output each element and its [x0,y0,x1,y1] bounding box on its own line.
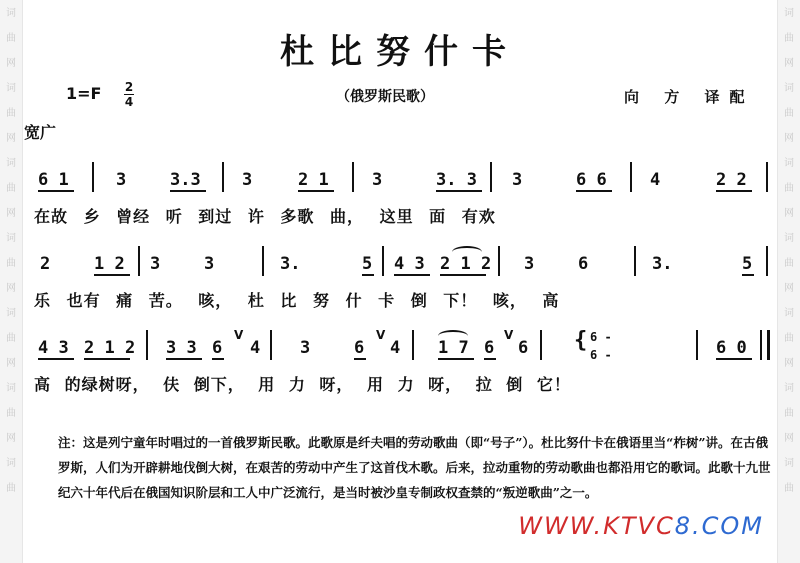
note-group: 3 [524,254,535,274]
beam [362,274,374,276]
tempo-marking: 宽广 [24,123,57,142]
lyric-line: 在故 乡 曾经 听 到过 许 多歌 曲， 这里 面 有欢 [34,207,496,226]
note-group: 3 [242,170,253,190]
side-char: 曲 [6,108,16,119]
watermark-part1: WWW.KTVC [518,512,675,540]
note-group: 5 [362,254,373,274]
song-origin: （俄罗斯民歌） [336,89,434,105]
side-char: 曲 [6,183,16,194]
side-char: 曲 [784,483,794,494]
side-char: 网 [6,133,16,144]
note-group: 1 2 [94,254,125,274]
note-group: 6 [484,338,495,358]
side-char: 网 [6,358,16,369]
side-char: 网 [6,208,16,219]
side-char: 词 [6,83,16,94]
lyric-line: 乐 也有 痛 苦。 咳， 杜 比 努 什 卡 倒 下！ 咳， 高 [34,291,560,310]
side-char: 词 [6,233,16,244]
beam [354,358,366,360]
side-char: 曲 [784,333,794,344]
side-char: 网 [784,358,794,369]
side-char: 曲 [784,33,794,44]
note-group: 6 [354,338,365,358]
barline [766,246,768,276]
barline [412,330,414,360]
side-char: 网 [6,58,16,69]
beam [94,274,130,276]
footnote [58,430,778,505]
breath-mark: V [376,328,386,342]
beam [440,274,486,276]
side-char: 词 [784,158,794,169]
beam [438,358,474,360]
note-group: 3 [512,170,523,190]
side-char: 曲 [784,183,794,194]
side-char: 网 [784,133,794,144]
song-title: 杜比努什卡 [280,32,520,72]
beam [484,358,496,360]
side-char: 词 [784,8,794,19]
side-char: 词 [6,383,16,394]
side-char: 网 [784,283,794,294]
barline [634,246,636,276]
side-char: 网 [784,58,794,69]
barline [92,162,94,192]
breath-mark: V [234,328,244,342]
side-char: 曲 [784,108,794,119]
score-line-3 [0,328,800,394]
note-group: 6 0 [716,338,747,358]
note-group: 2 1 2 [84,338,136,358]
beam [394,274,430,276]
side-char: 网 [784,433,794,444]
barline [498,246,500,276]
note-group: 3 [116,170,127,190]
barline [138,246,140,276]
barline [222,162,224,192]
side-char: 曲 [6,408,16,419]
brace: { [574,328,588,353]
note-group: 6 1 [38,170,69,190]
note-group: 6 6 [576,170,607,190]
side-char: 词 [784,383,794,394]
side-char: 词 [784,458,794,469]
side-char: 词 [6,8,16,19]
barline [146,330,148,360]
note-group: 6 [518,338,529,358]
beam [436,190,482,192]
key-signature: 1=F [66,84,102,103]
beam [84,358,130,360]
score-line-1 [0,160,800,226]
barline [270,330,272,360]
note-group: 2 1 [298,170,329,190]
beam [576,190,612,192]
note-group: 3 3 [166,338,197,358]
side-char: 网 [6,283,16,294]
note-group: 3. [652,254,673,274]
side-char: 曲 [784,258,794,269]
note-group: 4 [390,338,401,358]
barline [696,330,698,360]
side-char: 网 [784,208,794,219]
beam [212,358,224,360]
lyric-line: 高 的绿树呀， 伕 倒下， 用 力 呀， 用 力 呀， 拉 倒 它！ [34,375,571,394]
side-char: 曲 [6,483,16,494]
beam [716,190,752,192]
side-char: 网 [6,433,16,444]
beam [170,190,206,192]
side-char: 曲 [6,258,16,269]
time-signature-bottom: 4 [124,95,134,109]
arranger-credit: 向 方 译配 [624,88,755,106]
score-line-2 [0,244,800,310]
note-group: 6 - [590,348,612,362]
footnote-label: 注： [58,435,84,450]
beam [298,190,334,192]
note-group: 2 1 2 [440,254,492,274]
note-group: 2 [40,254,51,274]
side-char: 曲 [6,33,16,44]
watermark-part2: 8.COM [674,512,764,540]
footnote-text: 这是列宁童年时唱过的一首俄罗斯民歌。此歌原是纤夫唱的劳动歌曲（即“号子”）。杜比努什卡在俄语里当“柞树”讲。在古俄罗斯，人们为开辟耕地伐倒大树，在艰苦的劳动中产生了这首伐木歌。后来，拉动重物的劳动歌曲也都沿用它的歌词。此歌十九世纪六十年代后在俄国知识阶层和工人中广泛流行，是当时被沙皇专制政权查禁的“叛逆歌曲”之一。 [58,435,771,500]
barline [766,162,768,192]
note-group: 4 [250,338,261,358]
side-char: 词 [784,83,794,94]
side-char: 词 [6,158,16,169]
time-signature-top: 2 [124,80,134,94]
beam [38,358,74,360]
side-char: 曲 [784,408,794,419]
barline [262,246,264,276]
note-group: 3 [204,254,215,274]
note-group: 6 [212,338,223,358]
beam [716,358,752,360]
final-barline [760,330,770,360]
note-group: 3 [150,254,161,274]
time-signature [124,81,134,108]
beam [38,190,74,192]
note-group: 4 3 [38,338,69,358]
barline [352,162,354,192]
barline [630,162,632,192]
site-watermark [518,512,764,540]
note-group: 4 [650,170,661,190]
note-group: 1 7 [438,338,469,358]
side-char: 词 [784,308,794,319]
note-group: 5 [742,254,753,274]
side-char: 词 [6,458,16,469]
barline [540,330,542,360]
note-group: 3.3 [170,170,201,190]
note-group: 3. [280,254,301,274]
note-group: 3 [372,170,383,190]
barline [382,246,384,276]
note-group: 4 3 [394,254,425,274]
side-char: 词 [784,233,794,244]
note-group: 6 [578,254,589,274]
side-char: 曲 [6,333,16,344]
barline [490,162,492,192]
note-group: 2 2 [716,170,747,190]
beam [166,358,202,360]
note-group: 3. 3 [436,170,477,190]
beam [742,274,754,276]
note-group: 6 - [590,330,612,344]
side-char: 词 [6,308,16,319]
note-group: 3 [300,338,311,358]
breath-mark: V [504,328,514,342]
